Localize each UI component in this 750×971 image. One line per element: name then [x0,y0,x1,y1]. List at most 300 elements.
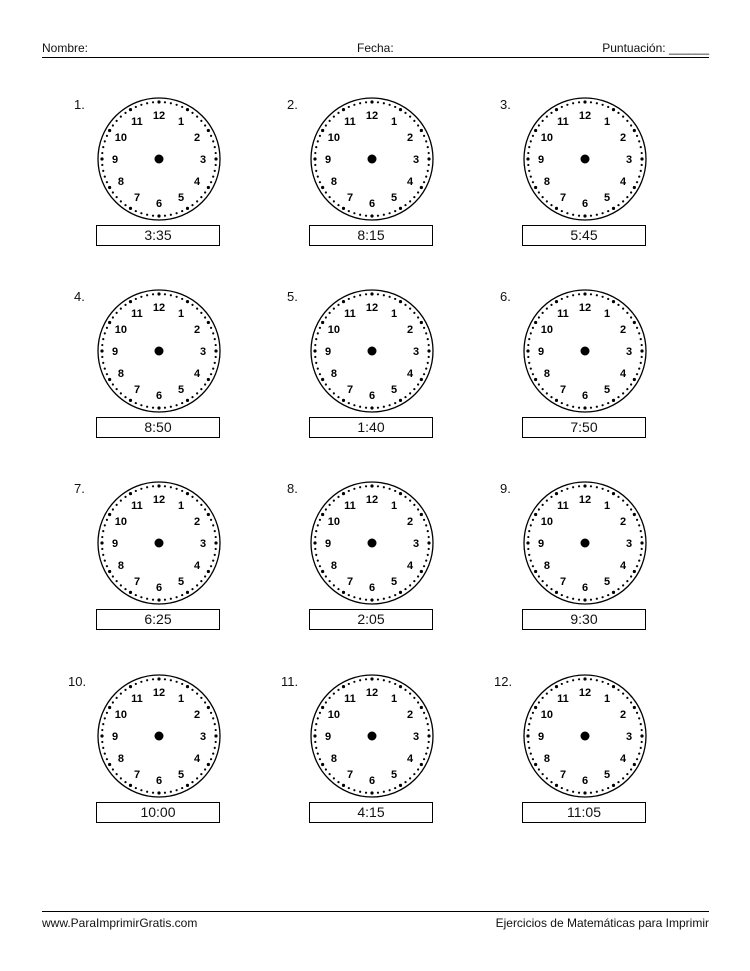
minute-tick [602,212,604,214]
minute-tick [112,508,114,510]
minute-tick [314,741,316,743]
minute-tick [590,599,592,601]
minute-tick [413,504,415,506]
minute-tick [370,791,373,794]
minute-tick [425,332,427,334]
minute-tick [146,486,148,488]
minute-tick [409,200,411,202]
minute-tick [617,689,619,691]
minute-tick [181,787,183,789]
minute-tick [566,296,568,298]
minute-tick [555,108,558,111]
minute-tick [348,402,350,404]
minute-tick [640,146,642,148]
minute-tick [596,294,598,296]
minute-tick [590,293,592,295]
minute-tick [527,536,529,538]
clock-center-dot [368,155,377,164]
minute-tick [101,548,103,550]
minute-tick [200,504,202,506]
clock-number: 11 [131,115,143,128]
minute-tick [532,758,534,760]
minute-tick [427,157,430,160]
minute-tick [170,598,172,600]
exercise-number: 2. [287,97,298,112]
minute-tick [555,399,558,402]
clock-number: 2 [620,709,627,721]
minute-tick [427,338,429,340]
minute-tick [602,104,604,106]
minute-tick [583,406,586,409]
clock-face [54,288,267,418]
clock-number: 8 [543,753,550,765]
minute-tick [215,729,217,731]
clock-number: 8 [330,368,337,380]
clock-number: 11 [344,307,356,320]
clock-number: 7 [346,192,354,205]
clock-face [267,673,480,803]
minute-tick [321,570,324,573]
clock-face [480,96,693,226]
minute-tick [534,706,537,709]
clock-center-dot [368,732,377,741]
minute-tick [383,679,385,681]
minute-tick [566,404,568,406]
minute-tick [542,697,544,699]
minute-tick [617,396,619,398]
exercise-number: 11. [281,674,299,689]
minute-tick [409,308,411,310]
minute-tick [622,116,624,118]
minute-tick [212,753,214,755]
minute-tick [389,488,391,490]
minute-tick [417,768,419,770]
minute-tick [532,373,534,375]
minute-tick [214,541,217,544]
minute-tick [383,294,385,296]
minute-tick [534,513,537,516]
clock-number: 1 [177,115,185,128]
exercise-number: 7. [74,481,85,496]
minute-tick [566,212,568,214]
minute-tick [527,548,529,550]
minute-tick [170,294,172,296]
minute-tick [583,484,586,487]
minute-tick [561,298,563,300]
minute-tick [353,789,355,791]
minute-tick [389,212,391,214]
clock-number: 3 [625,538,633,550]
clock-exercise [54,673,267,863]
minute-tick [102,530,104,532]
minute-tick [191,304,193,306]
minute-tick [108,706,111,709]
minute-tick [532,135,534,137]
minute-tick [200,580,202,582]
minute-tick [394,594,396,596]
minute-tick [377,407,379,409]
minute-tick [212,140,214,142]
minute-tick [555,685,558,688]
minute-tick [191,689,193,691]
minute-tick [317,524,319,526]
minute-tick [542,312,544,314]
minute-tick [590,485,592,487]
minute-tick [333,777,335,779]
minute-tick [200,196,202,198]
minute-tick [359,214,361,216]
minute-tick [530,753,532,755]
minute-tick [566,488,568,490]
minute-tick [413,196,415,198]
minute-tick [146,294,148,296]
minute-tick [214,530,216,532]
clock-number: 3 [625,731,633,743]
minute-tick [617,781,619,783]
minute-tick [214,723,216,725]
minute-tick [164,407,166,409]
minute-tick [428,164,430,166]
minute-tick [583,598,586,601]
minute-tick [622,308,624,310]
time-answer-box: 10:00 [96,802,220,823]
minute-tick [425,176,427,178]
minute-tick [348,787,350,789]
minute-tick [214,747,216,749]
minute-tick [342,784,345,787]
minute-tick [204,508,206,510]
score-label: Puntuación: ______ [602,41,709,55]
minute-tick [399,108,402,111]
clock-number: 12 [578,302,592,314]
clock-number: 11 [344,692,356,705]
minute-tick [542,120,544,122]
minute-tick [170,679,172,681]
minute-tick [106,758,108,760]
clock-face [54,96,267,226]
minute-tick [176,104,178,106]
minute-tick [583,292,586,295]
minute-tick [210,565,212,567]
minute-tick [157,292,160,295]
clock-number: 7 [559,384,567,397]
minute-tick [526,734,529,737]
minute-tick [164,485,166,487]
minute-tick [622,693,624,695]
minute-tick [214,170,216,172]
minute-tick [106,519,108,521]
minute-tick [135,106,137,108]
clock-number: 2 [620,324,627,336]
clock-number: 12 [578,687,592,699]
minute-tick [101,164,103,166]
minute-tick [409,392,411,394]
minute-tick [337,781,339,783]
minute-tick [365,293,367,295]
minute-tick [633,763,636,766]
minute-tick [135,490,137,492]
clock-number: 11 [557,115,569,128]
time-answer-box: 6:25 [96,609,220,630]
clock-exercise [267,288,480,478]
clock-number: 1 [603,692,611,705]
clock-number: 6 [581,775,589,787]
clock-number: 7 [346,576,354,589]
minute-tick [353,104,355,106]
minute-tick [129,685,132,688]
minute-tick [204,383,206,385]
minute-tick [176,681,178,683]
minute-tick [538,768,540,770]
minute-tick [170,406,172,408]
minute-tick [108,378,111,381]
minute-tick [641,548,643,550]
minute-tick [561,683,563,685]
minute-tick [186,300,189,303]
minute-tick [120,392,122,394]
minute-tick [423,712,425,714]
minute-tick [321,513,324,516]
clock-number: 2 [407,324,414,336]
clock-number: 10 [114,324,128,336]
clock-number: 2 [407,516,414,528]
minute-tick [321,706,324,709]
minute-tick [359,102,361,104]
clock-number: 8 [330,560,337,572]
minute-tick [104,560,106,562]
clock-number: 4 [194,368,201,380]
minute-tick [104,368,106,370]
minute-tick [590,678,592,680]
minute-tick [135,210,137,212]
minute-tick [528,554,530,556]
minute-tick [319,519,321,521]
clock-number: 6 [155,390,163,402]
clock-number: 6 [368,390,376,402]
minute-tick [333,392,335,394]
minute-tick [186,207,189,210]
clock-face [267,288,480,418]
minute-tick [129,108,132,111]
clock-number: 3 [199,538,207,550]
minute-tick [124,496,126,498]
footer-website: www.ParaImprimirGratis.com [42,916,198,930]
exercise-number: 3. [500,97,511,112]
minute-tick [140,681,142,683]
minute-tick [527,152,529,154]
minute-tick [528,530,530,532]
clock-number: 6 [155,775,163,787]
minute-tick [612,108,615,111]
minute-tick [325,191,327,193]
clock-number: 6 [581,582,589,594]
minute-tick [534,570,537,573]
minute-tick [204,701,206,703]
minute-tick [550,588,552,590]
clock-number: 9 [111,346,119,358]
minute-tick [542,196,544,198]
clock-number: 3 [625,154,633,166]
clock-center-dot [155,732,164,741]
minute-tick [425,717,427,719]
minute-tick [191,781,193,783]
minute-tick [566,104,568,106]
clock-number: 11 [344,499,356,512]
minute-tick [200,697,202,699]
minute-tick [337,496,339,498]
clock-exercise [267,480,480,670]
minute-tick [348,210,350,212]
time-answer-box: 4:15 [309,802,433,823]
minute-tick [207,513,210,516]
clock-number: 6 [368,775,376,787]
minute-tick [204,768,206,770]
minute-tick [196,693,198,695]
minute-tick [325,316,327,318]
minute-tick [626,773,628,775]
minute-tick [329,196,331,198]
minute-tick [423,181,425,183]
minute-tick [106,373,108,375]
minute-tick [526,349,529,352]
minute-tick [140,488,142,490]
clock-exercise [267,673,480,863]
minute-tick [417,383,419,385]
minute-tick [314,344,316,346]
minute-tick [196,584,198,586]
minute-tick [348,683,350,685]
minute-tick [572,406,574,408]
clock-number: 5 [177,769,185,782]
minute-tick [164,792,166,794]
clock-number: 3 [199,154,207,166]
minute-tick [546,777,548,779]
clock-face [480,288,693,418]
minute-tick [315,338,317,340]
minute-tick [607,210,609,212]
minute-tick [427,734,430,737]
minute-tick [528,362,530,364]
minute-tick [602,296,604,298]
minute-tick [321,129,324,132]
minute-tick [370,406,373,409]
minute-tick [124,304,126,306]
minute-tick [394,298,396,300]
minute-tick [186,591,189,594]
minute-tick [617,496,619,498]
minute-tick [428,548,430,550]
minute-tick [404,588,406,590]
minute-tick [596,102,598,104]
clock-number: 8 [543,368,550,380]
minute-tick [108,570,111,573]
minute-tick [530,176,532,178]
clock-number: 11 [557,692,569,705]
minute-tick [365,485,367,487]
minute-tick [630,383,632,385]
minute-tick [636,519,638,521]
minute-tick [191,588,193,590]
minute-tick [365,407,367,409]
minute-tick [196,500,198,502]
minute-tick [120,308,122,310]
clock-number: 12 [365,494,379,506]
minute-tick [638,753,640,755]
minute-tick [342,207,345,210]
clock-number: 10 [114,709,128,721]
minute-tick [140,404,142,406]
minute-tick [377,599,379,601]
minute-tick [612,492,615,495]
clock-number: 7 [133,192,141,205]
minute-tick [617,304,619,306]
minute-tick [108,513,111,516]
minute-tick [389,596,391,598]
minute-tick [590,792,592,794]
minute-tick [181,490,183,492]
minute-tick [633,378,636,381]
minute-tick [389,789,391,791]
clock-exercise [480,480,693,670]
minute-tick [622,200,624,202]
minute-tick [157,484,160,487]
clock-number: 1 [603,115,611,128]
clock-number: 5 [177,192,185,205]
minute-tick [176,296,178,298]
minute-tick [315,170,317,172]
clock-number: 4 [620,176,627,188]
minute-tick [353,596,355,598]
minute-tick [116,504,118,506]
minute-tick [317,753,319,755]
minute-tick [630,575,632,577]
minute-tick [607,594,609,596]
clock-number: 12 [152,687,166,699]
clock-exercise [480,96,693,286]
clock-center-dot [155,347,164,356]
time-answer-box: 8:15 [309,225,433,246]
minute-tick [116,120,118,122]
minute-tick [186,784,189,787]
minute-tick [428,729,430,731]
minute-tick [633,129,636,132]
clock-number: 10 [540,709,554,721]
minute-tick [546,200,548,202]
minute-tick [640,170,642,172]
minute-tick [561,594,563,596]
minute-tick [214,362,216,364]
minute-tick [210,712,212,714]
minute-tick [626,388,628,390]
clock-center-dot [368,539,377,548]
minute-tick [420,513,423,516]
minute-tick [423,519,425,521]
minute-tick [555,300,558,303]
minute-tick [389,404,391,406]
minute-tick [325,701,327,703]
minute-tick [394,106,396,108]
minute-tick [359,486,361,488]
minute-tick [578,407,580,409]
minute-tick [112,768,114,770]
minute-tick [590,215,592,217]
minute-tick [640,747,642,749]
minute-tick [120,777,122,779]
clock-number: 12 [578,110,592,122]
exercise-number: 9. [500,481,511,496]
minute-tick [104,753,106,755]
clock-number: 6 [368,582,376,594]
